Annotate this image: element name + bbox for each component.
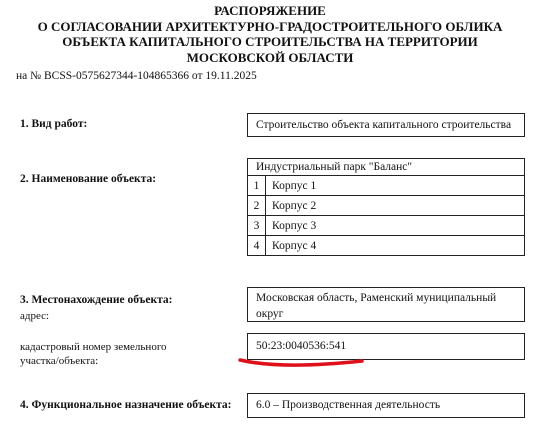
object-name-header: Индустриальный парк "Баланс"	[248, 159, 525, 176]
row-name: Корпус 3	[266, 216, 525, 236]
purpose-label: 4. Функциональное назначение объекта:	[20, 399, 232, 411]
address-value-box	[247, 287, 525, 322]
object-name-table	[247, 158, 525, 256]
row-number: 4	[248, 236, 266, 256]
cadastral-value: 50:23:0040536:541	[256, 340, 347, 352]
document-title	[0, 3, 540, 65]
work-type-value: Строительство объекта капитального строительства	[256, 119, 512, 131]
document-reference: на № BCSS-0575627344-104865366 от 19.11.2025	[16, 70, 257, 82]
work-type-label: 1. Вид работ:	[20, 118, 88, 130]
work-type-value-box	[247, 113, 525, 137]
object-name-header-row	[248, 159, 525, 176]
row-number: 2	[248, 196, 266, 216]
row-number: 1	[248, 176, 266, 196]
title-line-3: ОБЪЕКТА КАПИТАЛЬНОГО СТРОИТЕЛЬСТВА НА ТЕРРИТОРИИ	[62, 34, 478, 49]
table-row	[248, 176, 525, 196]
row-number: 3	[248, 216, 266, 236]
address-value: Московская область, Раменский муниципальный округ	[256, 292, 497, 320]
row-name: Корпус 2	[266, 196, 525, 216]
table-row	[248, 236, 525, 256]
title-line-2: О СОГЛАСОВАНИИ АРХИТЕКТУРНО-ГРАДОСТРОИТЕЛЬНОГО ОБЛИКА	[37, 18, 503, 34]
title-line-1: РАСПОРЯЖЕНИЕ	[214, 3, 326, 18]
purpose-value: 6.0 – Производственная деятельность	[256, 399, 441, 411]
table-row	[248, 216, 525, 236]
address-label: адрес:	[20, 310, 50, 322]
object-name-label: 2. Наименование объекта:	[20, 173, 157, 185]
table-row	[248, 196, 525, 216]
row-name: Корпус 4	[266, 236, 525, 256]
red-underline-mark	[236, 352, 366, 370]
purpose-value-box	[247, 393, 525, 418]
cadastral-label: кадастровый номер земельного участка/объекта:	[20, 341, 167, 367]
title-line-4: МОСКОВСКОЙ ОБЛАСТИ	[186, 49, 354, 65]
location-label: 3. Местонахождение объекта:	[20, 294, 173, 306]
row-name: Корпус 1	[266, 176, 525, 196]
